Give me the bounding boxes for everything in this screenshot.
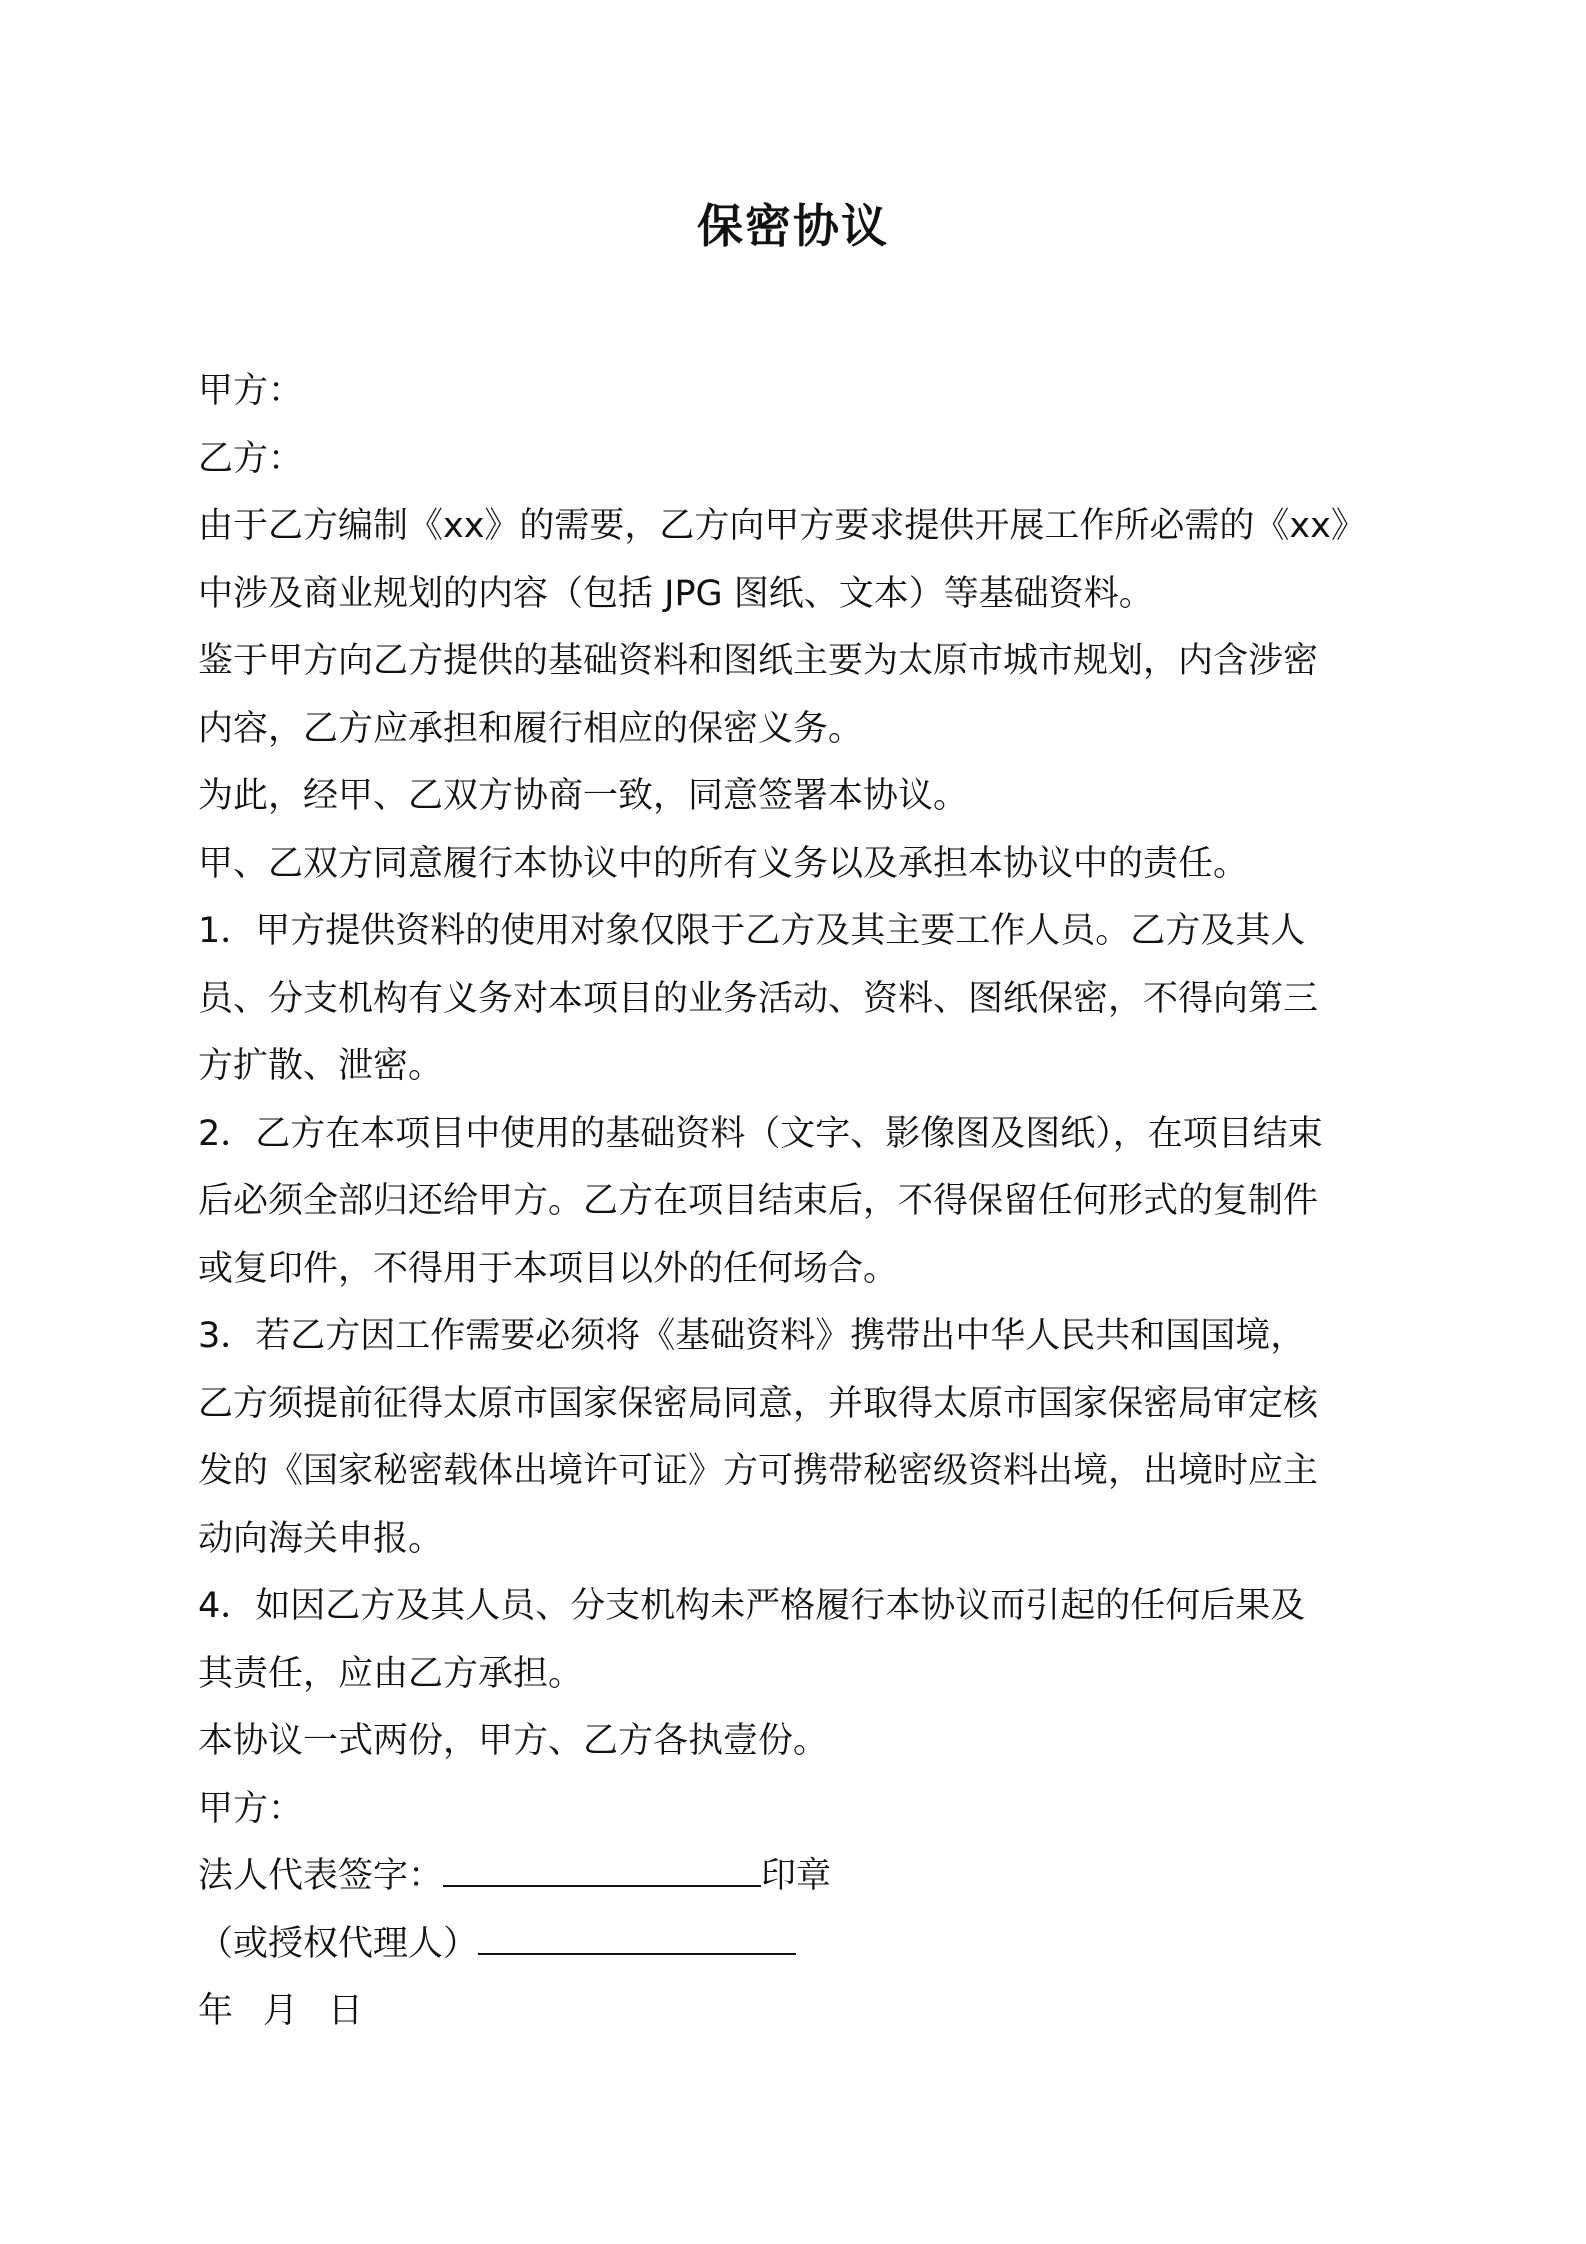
- signature-blank-line[interactable]: [443, 1843, 761, 1887]
- party-b-line: 乙方：: [198, 438, 304, 479]
- seal-label: 印章: [761, 1856, 832, 1896]
- paragraph-line: 内容，乙方应承担和履行相应的保密义务。: [198, 708, 864, 749]
- clause-line: 4．如因乙方及其人员、分支机构未严格履行本协议而引起的任何后果及: [198, 1586, 1306, 1626]
- year-label: 年: [198, 1991, 234, 2031]
- document-title: 保密协议: [697, 199, 889, 253]
- day-label: 日: [328, 1991, 364, 2031]
- agent-blank-line[interactable]: [478, 1911, 796, 1955]
- paragraph-line: 甲、乙双方同意履行本协议中的所有义务以及承担本协议中的责任。: [198, 843, 1249, 884]
- document-body: [198, 358, 1398, 2046]
- clause-line: 3．若乙方因工作需要必须将《基础资料》携带出中华人民共和国国境，: [198, 1316, 1306, 1356]
- clause-line: 方扩散、泄密。: [198, 1046, 444, 1086]
- paragraph-line: 本协议一式两份，甲方、乙方各执壹份。: [198, 1721, 829, 1761]
- paragraph-line: 鉴于甲方向乙方提供的基础资料和图纸主要为太原市城市规划，内含涉密: [198, 641, 1319, 681]
- month-label: 月: [263, 1991, 299, 2031]
- agent-label: （或授权代理人）: [198, 1923, 479, 1964]
- clause-line: 1．甲方提供资料的使用对象仅限于乙方及其主要工作人员。乙方及其人: [198, 911, 1306, 951]
- clause-line: 后必须全部归还给甲方。乙方在项目结束后，不得保留任何形式的复制件: [198, 1181, 1319, 1221]
- party-a-line: 甲方：: [198, 371, 304, 411]
- clause-line: 其责任，应由乙方承担。: [198, 1653, 584, 1694]
- signature-party-label: 甲方：: [198, 1788, 304, 1829]
- paragraph-line: 为此，经甲、乙双方协商一致，同意签署本协议。: [198, 776, 969, 816]
- clause-line: 动向海关申报。: [198, 1518, 444, 1559]
- clause-line: 员、分支机构有义务对本项目的业务活动、资料、图纸保密，不得向第三: [198, 978, 1319, 1019]
- legal-rep-signature-row: [198, 1843, 1398, 1911]
- clause-line: 乙方须提前征得太原市国家保密局同意，并取得太原市国家保密局审定核: [198, 1383, 1319, 1424]
- paragraph-line: 中涉及商业规划的内容（包括 JPG 图纸、文本）等基础资料。: [198, 573, 1154, 614]
- paragraph-line: 由于乙方编制《xx》的需要，乙方向甲方要求提供开展工作所必需的《xx》: [198, 506, 1366, 546]
- clause-line: 发的《国家秘密载体出境许可证》方可携带秘密级资料出境，出境时应主: [198, 1451, 1319, 1491]
- agent-signature-row: [198, 1911, 1398, 1979]
- legal-rep-label: 法人代表签字：: [198, 1856, 444, 1896]
- clause-line: 或复印件，不得用于本项目以外的任何场合。: [198, 1248, 899, 1289]
- date-row: [198, 1978, 1398, 2046]
- clause-line: 2．乙方在本项目中使用的基础资料（文字、影像图及图纸），在项目结束: [198, 1113, 1323, 1154]
